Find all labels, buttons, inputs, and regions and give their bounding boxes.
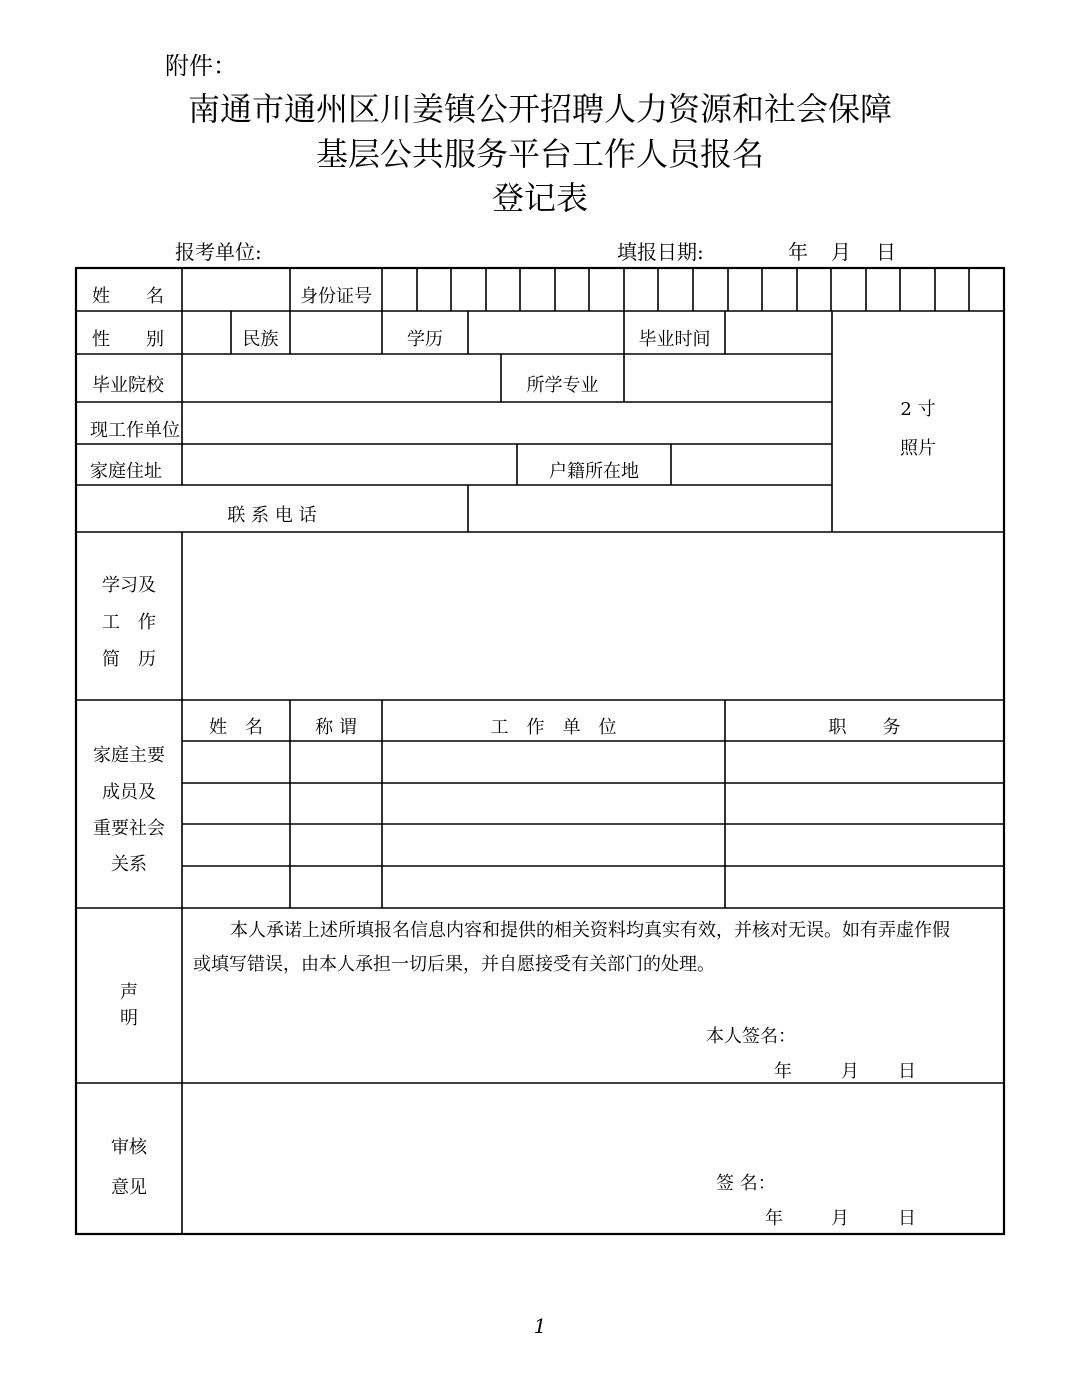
review-label-line2: 意见 <box>111 1177 147 1198</box>
graduation-time-label: 毕业时间 <box>638 329 711 350</box>
fill-date-day: 日 <box>876 240 896 264</box>
resume-label-line1: 学习及 <box>102 575 156 596</box>
education-label: 学历 <box>407 329 443 350</box>
form-title-line1: 南通市通州区川姜镇公开招聘人力资源和社会保障 <box>187 90 892 128</box>
fill-date-month: 月 <box>831 240 851 264</box>
declaration-label-line1: 声 <box>120 982 138 1003</box>
family-col-position: 职 务 <box>828 717 901 738</box>
fill-date-label: 填报日期: <box>617 240 704 264</box>
form-title-line2: 基层公共服务平台工作人员报名 <box>315 135 764 173</box>
address-label: 家庭住址 <box>90 461 162 482</box>
declaration-day: 日 <box>898 1061 916 1082</box>
photo-label: 照片 <box>900 438 936 459</box>
family-label-line4: 关系 <box>111 854 147 875</box>
family-col-relation: 称 谓 <box>315 717 357 738</box>
review-year: 年 <box>765 1208 783 1229</box>
form-title-line3: 登记表 <box>491 179 588 217</box>
employer-label: 现工作单位 <box>90 420 180 441</box>
id-number-label: 身份证号 <box>300 286 372 307</box>
ethnicity-label: 民族 <box>242 329 279 350</box>
declaration-text-line1: 本人承诺上述所填报名信息内容和提供的相关资料均真实有效，并核对无误。如有弄虚作假 <box>230 920 950 941</box>
declaration-signature-label: 本人签名： <box>706 1026 796 1047</box>
review-label-line1: 审核 <box>111 1137 147 1158</box>
declaration-text-line2: 或填写错误，由本人承担一切后果，并自愿接受有关部门的处理。 <box>193 954 715 975</box>
family-label-line3: 重要社会 <box>93 818 165 839</box>
review-month: 月 <box>831 1208 849 1229</box>
resume-label-line3: 简 历 <box>102 649 156 670</box>
phone-label: 联 系 电 话 <box>227 505 317 526</box>
family-label-line1: 家庭主要 <box>93 745 165 766</box>
declaration-label-line2: 明 <box>120 1008 138 1029</box>
review-day: 日 <box>898 1208 916 1229</box>
declaration-month: 月 <box>841 1061 859 1082</box>
fill-date-year: 年 <box>788 240 808 264</box>
gender-label: 性 别 <box>92 329 164 350</box>
family-col-name: 姓 名 <box>209 717 263 738</box>
major-label: 所学专业 <box>526 375 599 396</box>
resume-label-line2: 工 作 <box>102 612 156 633</box>
family-col-employer: 工 作 单 位 <box>490 717 617 738</box>
school-label: 毕业院校 <box>92 375 164 396</box>
family-label-line2: 成员及 <box>102 782 156 803</box>
declaration-year: 年 <box>774 1061 792 1082</box>
name-label: 姓 名 <box>92 286 164 307</box>
photo-size-label: 2 寸 <box>900 399 936 420</box>
hukou-label: 户籍所在地 <box>549 461 639 482</box>
attachment-label: 附件： <box>165 52 237 80</box>
review-signature-label: 签 名： <box>716 1173 776 1194</box>
apply-unit-label: 报考单位: <box>175 240 262 264</box>
page-number: 1 <box>533 1314 547 1338</box>
